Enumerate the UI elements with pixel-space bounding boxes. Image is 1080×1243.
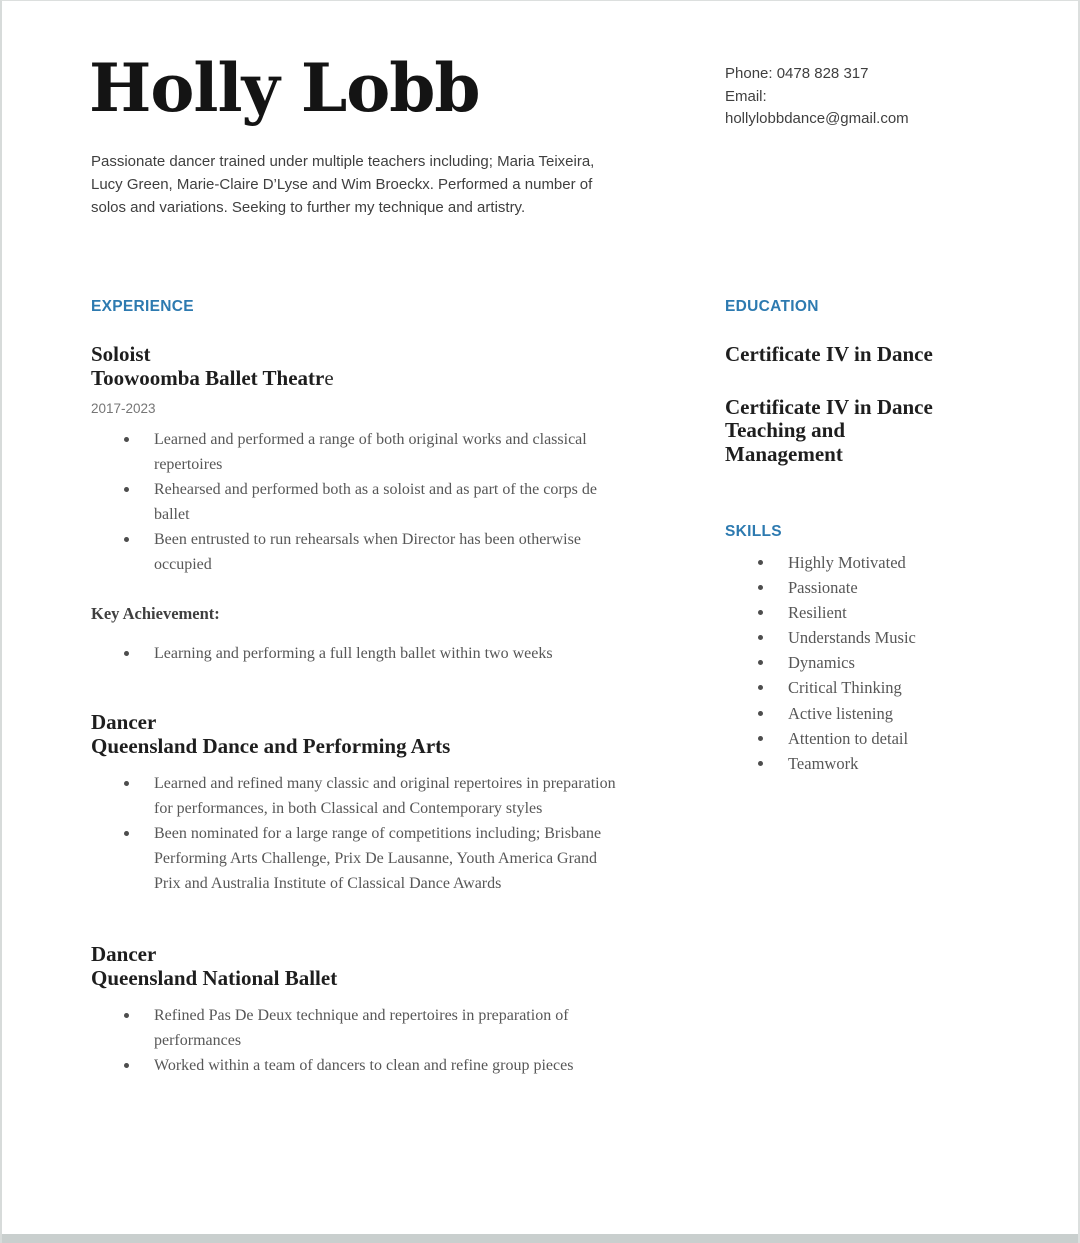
job-bullet-list bbox=[91, 1003, 676, 1078]
job-bullet: Been entrusted to run rehearsals when Director has been otherwise occupied bbox=[154, 527, 622, 577]
key-achievement-list bbox=[91, 641, 676, 666]
summary-line: Passionate dancer trained under multiple teachers including; Maria Teixeira, bbox=[91, 153, 595, 170]
skill-item: Highly Motivated bbox=[788, 550, 975, 575]
experience-section-label: EXPERIENCE bbox=[91, 298, 194, 315]
job-bullet: Been nominated for a large range of competitions including; Brisbane Performing Arts Challenge, Prix De Lausanne, Youth America Grand Prix and Australia Institute of Classical Dance Awards bbox=[154, 821, 622, 896]
job-bullet: Learned and performed a range of both original works and classical repertoires bbox=[154, 427, 622, 477]
job-entry-soloist bbox=[91, 343, 676, 666]
job-bullet-list bbox=[91, 427, 676, 577]
job-bullet: Learned and refined many classic and original repertoires in preparation for performances, in both Classical and Contemporary styles bbox=[154, 771, 622, 821]
education-section-label: EDUCATION bbox=[725, 298, 819, 315]
skill-item: Resilient bbox=[788, 600, 975, 625]
skill-item: Critical Thinking bbox=[788, 675, 975, 700]
contact-email-value: hollylobbdance@gmail.com bbox=[725, 110, 909, 127]
key-achievement-bullet: Learning and performing a full length ballet within two weeks bbox=[154, 641, 622, 666]
job-title-company bbox=[91, 343, 676, 390]
education-entry: Certificate IV in Dance Teaching and Management bbox=[725, 394, 933, 466]
company-tail: e bbox=[324, 365, 334, 390]
job-company: Queensland Dance and Performing Arts bbox=[91, 733, 451, 758]
contact-block bbox=[725, 63, 1055, 131]
experience-section bbox=[91, 298, 676, 1078]
skill-item: Teamwork bbox=[788, 751, 975, 776]
summary-line: Lucy Green, Marie-Claire D’Lyse and Wim Broeckx. Performed a number of bbox=[91, 176, 593, 193]
job-title-company bbox=[91, 711, 676, 758]
job-title-company bbox=[91, 943, 676, 990]
job-title: Soloist bbox=[91, 342, 151, 366]
skill-item: Active listening bbox=[788, 701, 975, 726]
job-bullet-list bbox=[91, 771, 676, 896]
skills-section-label: SKILLS bbox=[725, 523, 782, 540]
job-title: Dancer bbox=[91, 942, 157, 966]
job-company: Toowoomba Ballet Theatre bbox=[91, 365, 334, 390]
contact-email-label: Email: bbox=[725, 87, 767, 105]
job-title: Dancer bbox=[91, 710, 157, 734]
job-entry-qnb bbox=[91, 943, 676, 1078]
skills-list bbox=[725, 550, 975, 776]
education-entry: Certificate IV in Dance bbox=[725, 342, 933, 366]
job-bullet: Worked within a team of dancers to clean and refine group pieces bbox=[154, 1053, 622, 1078]
person-name: Holly Lobb bbox=[89, 49, 480, 127]
skill-item: Passionate bbox=[788, 575, 975, 600]
job-bullet: Refined Pas De Deux technique and repertoires in preparation of performances bbox=[154, 1003, 622, 1053]
job-dates: 2017-2023 bbox=[91, 401, 156, 416]
skill-item: Dynamics bbox=[788, 650, 975, 675]
skill-item: Understands Music bbox=[788, 625, 975, 650]
profile-summary bbox=[91, 150, 691, 219]
page-bottom-edge bbox=[2, 1234, 1078, 1243]
job-entry-qdpa bbox=[91, 711, 676, 896]
summary-line: solos and variations. Seeking to further my technique and artistry. bbox=[91, 199, 526, 216]
key-achievement-label: Key Achievement: bbox=[91, 604, 220, 623]
job-bullet: Rehearsed and performed both as a soloist and as part of the corps de ballet bbox=[154, 477, 622, 527]
right-column bbox=[725, 298, 975, 776]
skill-item: Attention to detail bbox=[788, 726, 975, 751]
job-company: Queensland National Ballet bbox=[91, 965, 338, 990]
contact-phone: Phone: 0478 828 317 bbox=[725, 65, 869, 82]
